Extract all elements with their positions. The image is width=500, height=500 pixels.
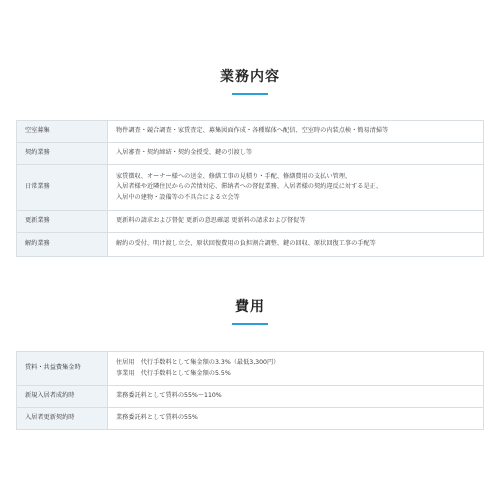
row-label: 空室募集 xyxy=(17,121,108,143)
row-label: 契約業務 xyxy=(17,143,108,165)
row-value-line: 業務委託料として賃料の55% xyxy=(116,414,198,422)
row-value-line: 更新料の請求および督促 更新の意思確認 更新料の請求および督促等 xyxy=(116,217,306,225)
row-value xyxy=(108,408,484,430)
table-row xyxy=(17,165,484,211)
services-table xyxy=(16,120,484,257)
table-row xyxy=(17,408,484,430)
row-value xyxy=(108,233,484,257)
table-row xyxy=(17,121,484,143)
row-value xyxy=(108,121,484,143)
row-value-line: 解約の受付、明け渡し立会、原状回復費用の負担割合調整、鍵の回収、原状回復工事の手配等 xyxy=(116,240,376,248)
row-label: 更新業務 xyxy=(17,211,108,233)
row-value-line: 物件調査・競合調査・家賃査定、募集図面作成・各種媒体へ配信、空室時の内装点検・簡易清掃等 xyxy=(116,127,389,135)
table-row xyxy=(17,233,484,257)
row-value-line: 入居者様や近隣住民からの苦情対応、滞納者への督促業務、入居者様の契約違反に対する是正、 xyxy=(116,183,383,191)
row-value-line: 家賃徴収、オーナー様への送金、修繕工事の見積り・手配、修繕費用の支払い管理、 xyxy=(116,172,352,180)
row-value xyxy=(108,165,484,211)
table-row xyxy=(17,386,484,408)
row-value-line: 事業用 代行手数料として集金額の5.5% xyxy=(116,369,231,377)
row-label: 日常業務 xyxy=(17,165,108,211)
table-row xyxy=(17,352,484,386)
row-label: 解約業務 xyxy=(17,233,108,257)
fees-title: 費用 xyxy=(235,299,265,315)
row-value-line: 住居用 代行手数料として集金額の3.3%（最低3,300円） xyxy=(116,359,280,366)
services-title: 業務内容 xyxy=(220,69,280,85)
row-value-line: 入居審査・契約締結・契約金授受、鍵の引渡し等 xyxy=(116,149,253,157)
fees-title-underline xyxy=(232,323,268,325)
row-value-line: 業務委託料として賃料の55%～110% xyxy=(116,392,222,400)
row-value xyxy=(108,386,484,408)
row-value xyxy=(108,352,484,386)
row-value xyxy=(108,143,484,165)
table-row xyxy=(17,143,484,165)
row-label: 賃料・共益費集金時 xyxy=(17,352,108,386)
table-row xyxy=(17,211,484,233)
fees-table xyxy=(16,351,484,430)
row-label: 入居者更新契約時 xyxy=(17,408,108,430)
row-value xyxy=(108,211,484,233)
row-value-line: 入居中の建物・設備等の不具合による立会等 xyxy=(116,193,240,201)
row-label: 新規入居者成約時 xyxy=(17,386,108,408)
services-title-underline xyxy=(232,93,268,95)
